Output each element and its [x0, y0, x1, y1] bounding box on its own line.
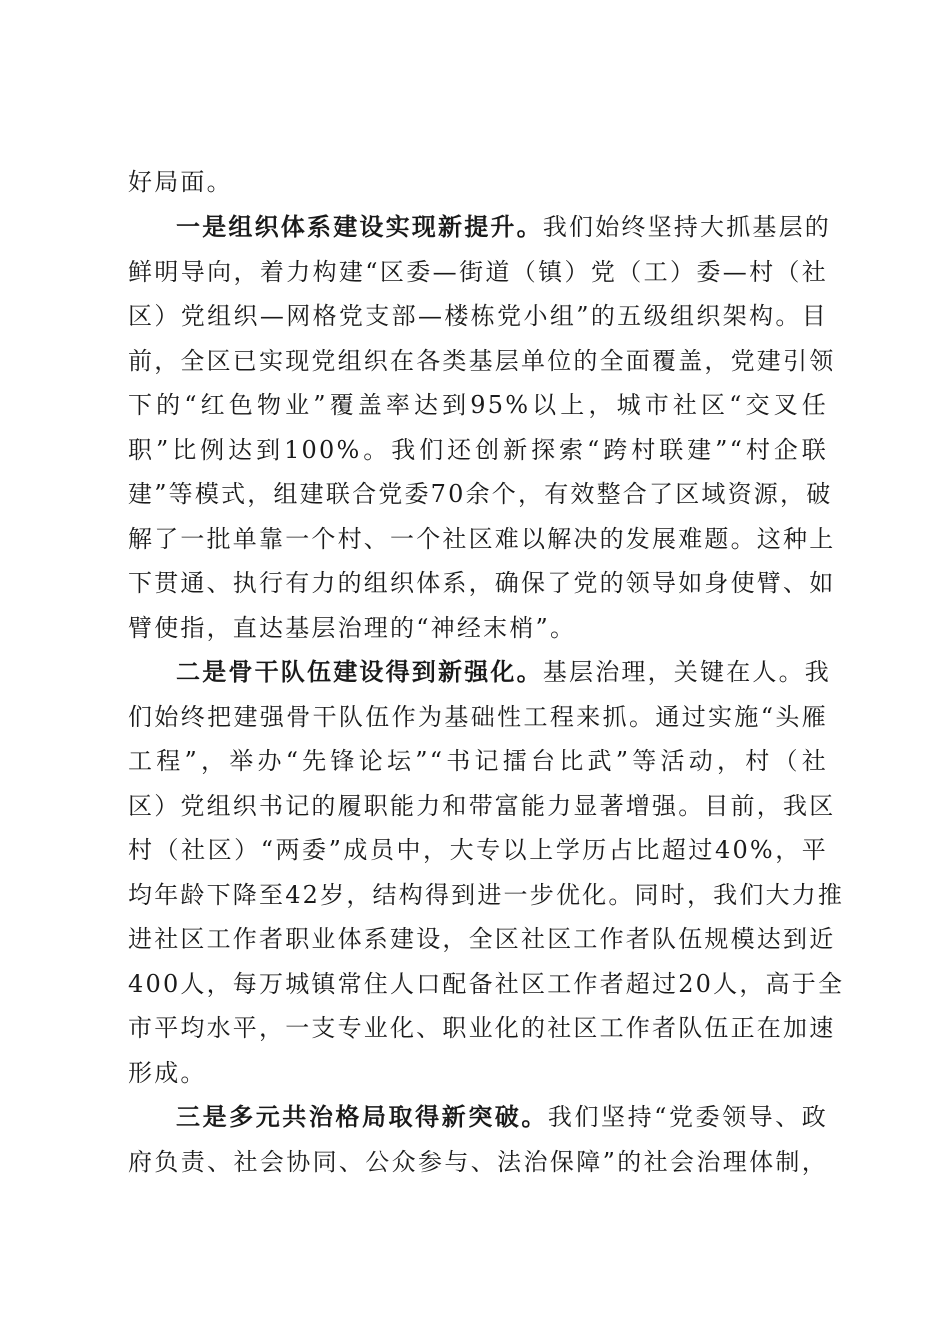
paragraph-first-line [128, 205, 832, 250]
paragraph-cadre-team [128, 650, 845, 1095]
text-line: 均年龄下降至42岁，结构得到进一步优化。同时，我们大力推 [128, 880, 845, 909]
text-line: 我们始终坚持大抓基层的 [542, 213, 832, 241]
text-line: 建”等模式，组建联合党委70余个，有效整合了区域资源，破 [128, 480, 833, 508]
text-line: 进社区工作者职业体系建设，全区社区工作者队伍规模达到近 [128, 925, 836, 953]
paragraph-heading: 一是组织体系建设实现新提升。 [176, 213, 543, 241]
text-line: 村（社区）“两委”成员中，大专以上学历占比超过40%，平 [128, 836, 828, 864]
text-line: 下贯通、执行有力的组织体系，确保了党的领导如身使臂、如 [128, 569, 836, 597]
text-line: 400人，每万城镇常住人口配备社区工作者超过20人，高于全 [128, 969, 845, 998]
paragraph-first-line [128, 1095, 828, 1140]
text-line: 府负责、社会协同、公众参与、法治保障”的社会治理体制， [128, 1147, 828, 1176]
text-line: 我们坚持“党委领导、政 [547, 1103, 828, 1131]
paragraph-heading: 二是骨干队伍建设得到新强化。 [176, 658, 543, 686]
text-line: 解了一批单靠一个村、一个社区难以解决的发展难题。这种上 [128, 524, 836, 553]
paragraph-organization [128, 205, 836, 650]
paragraph-co-governance [128, 1095, 828, 1184]
paragraph-continuation [128, 160, 828, 205]
paragraph-first-line [128, 650, 832, 695]
text-line: 好局面。 [128, 168, 233, 196]
text-line: 鲜明导向，着力构建“区委—街道（镇）党（工）委—村（社 [128, 257, 828, 286]
text-line: 区）党组织书记的履职能力和带富能力显著增强。目前，我区 [128, 791, 836, 820]
text-line: 基层治理，关键在人。我 [542, 658, 832, 686]
text-line: 下的“红色物业”覆盖率达到95%以上，城市社区“交叉任 [128, 391, 828, 419]
text-line: 形成。 [128, 1058, 207, 1087]
text-line: 前，全区已实现党组织在各类基层单位的全面覆盖，党建引领 [128, 346, 836, 375]
text-line: 市平均水平，一支专业化、职业化的社区工作者队伍正在加速 [128, 1014, 836, 1042]
text-line: 臂使指，直达基层治理的“神经末梢”。 [128, 613, 577, 642]
text-line: 区）党组织—网格党支部—楼栋党小组”的五级组织架构。目 [128, 302, 828, 330]
text-line: 职”比例达到100%。我们还创新探索“跨村联建”“村企联 [128, 435, 828, 464]
text-line: 们始终把建强骨干队伍作为基础性工程来抓。通过实施“头雁 [128, 702, 828, 731]
text-line: 工程”，举办“先锋论坛”“书记擂台比武”等活动，村（社 [128, 747, 828, 775]
paragraph-heading: 三是多元共治格局取得新突破。 [176, 1103, 548, 1131]
